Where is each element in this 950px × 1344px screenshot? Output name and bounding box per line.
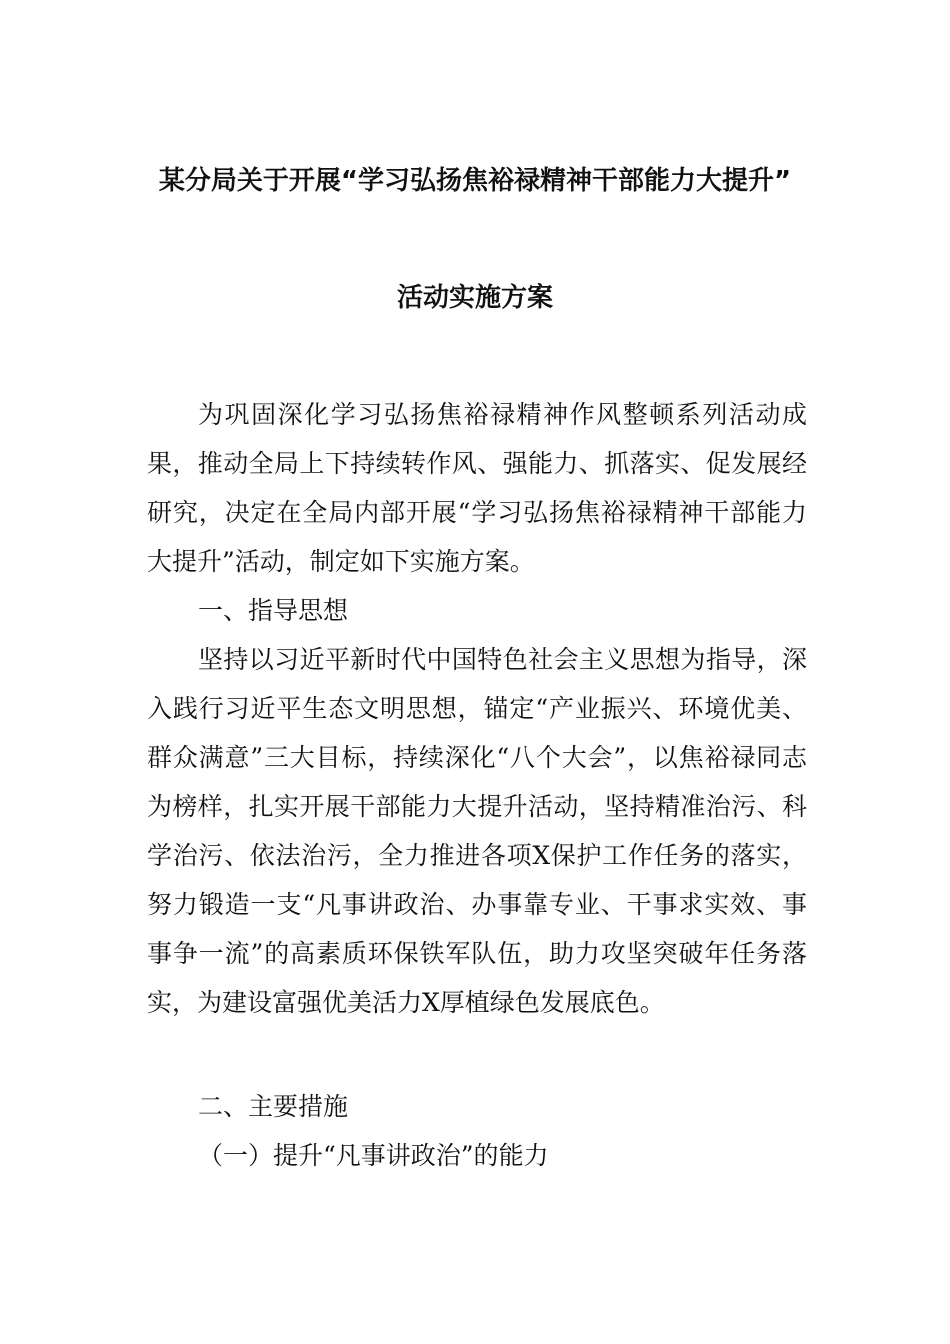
document-title-line-2: 活动实施方案 xyxy=(396,283,553,313)
guiding-ideology-paragraph: 坚持以习近平新时代中国特色社会主义思想为指导，深入践行习近平生态文明思想，锚定“产业振兴、环境优美、群众满意”三大目标，持续深化“八个大会”，以焦裕禄同志为榜样，扎实开展干部能力大提升活动，坚持精准治污、科学治污、依法治污，全力推进各项X保护工作任务的落实，努力锻造一支“凡事讲政治、办事靠专业、干事求实效、事事争一流”的高素质环保铁军队伍，助力攻坚突破年任务落实，为建设富强优美活力X厚植绿色发展底色。 xyxy=(147,645,807,1017)
section-heading-guiding-ideology: 一、指导思想 xyxy=(198,596,349,625)
subsection-heading-politics: （一）提升“凡事讲政治”的能力 xyxy=(198,1141,549,1170)
document-title-line-1: 某分局关于开展“学习弘扬焦裕禄精神干部能力大提升” xyxy=(158,166,792,196)
intro-paragraph: 为巩固深化学习弘扬焦裕禄精神作风整顿系列活动成果，推动全局上下持续转作风、强能力、抓落实、促发展经研究，决定在全局内部开展“学习弘扬焦裕禄精神干部能力大提升”活动，制定如下实施方案。 xyxy=(147,400,807,576)
section-heading-main-measures: 二、主要措施 xyxy=(198,1092,349,1121)
